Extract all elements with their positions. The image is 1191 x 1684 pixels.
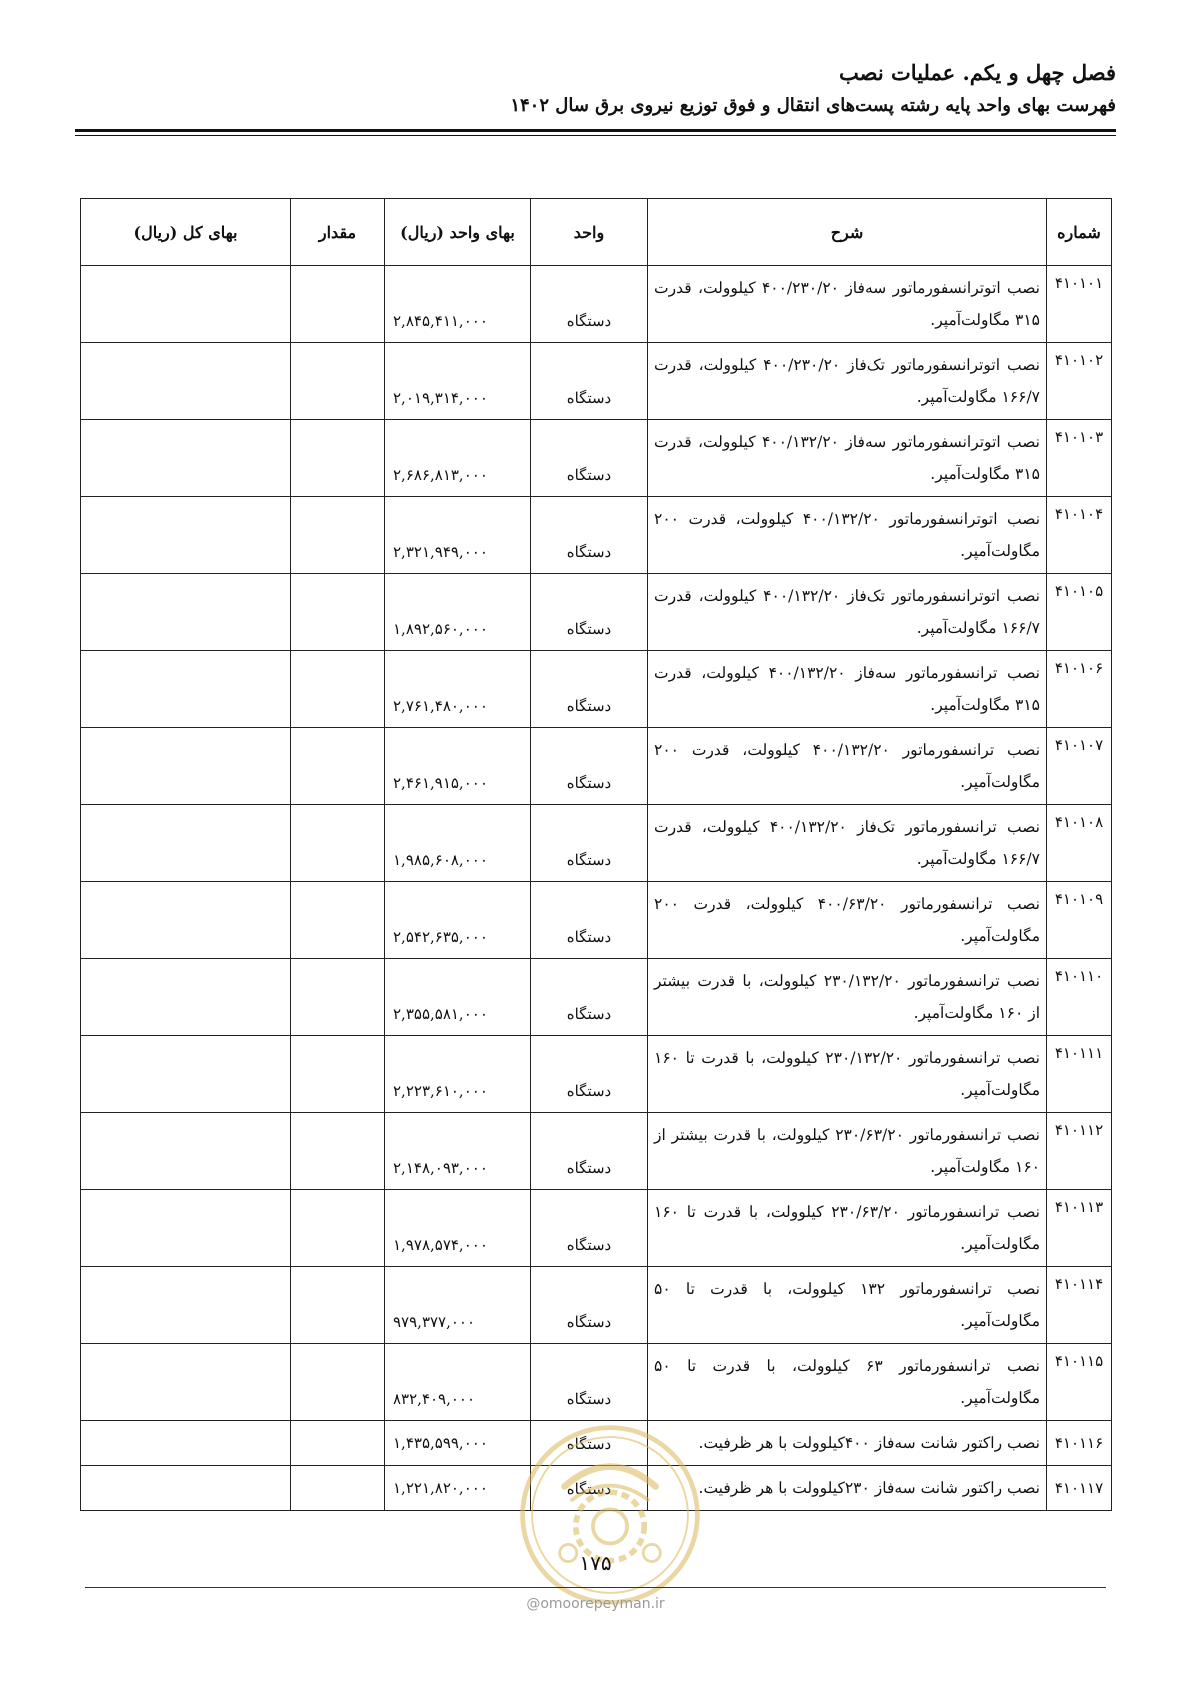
item-quantity bbox=[291, 728, 385, 805]
item-description: نصب اتوترانسفورماتور سه‌فاز ۴۰۰/۱۳۲/۲۰ کیلوولت، قدرت ۳۱۵ مگاولت‌آمپر. bbox=[648, 420, 1047, 497]
item-number: ۴۱۰۱۱۷ bbox=[1047, 1466, 1112, 1511]
item-unit-price: ۱,۹۸۵,۶۰۸,۰۰۰ bbox=[385, 805, 531, 882]
item-number: ۴۱۰۱۱۶ bbox=[1047, 1421, 1112, 1466]
item-unit-price: ۲,۳۵۵,۵۸۱,۰۰۰ bbox=[385, 959, 531, 1036]
item-unit-price: ۲,۷۶۱,۴۸۰,۰۰۰ bbox=[385, 651, 531, 728]
table-row bbox=[81, 266, 1112, 343]
item-description: نصب راکتور شانت سه‌فاز ۲۳۰کیلوولت با هر ظرفیت. bbox=[648, 1466, 1047, 1511]
item-total bbox=[81, 651, 291, 728]
item-unit-price: ۱,۴۳۵,۵۹۹,۰۰۰ bbox=[385, 1421, 531, 1466]
item-quantity bbox=[291, 1267, 385, 1344]
item-total bbox=[81, 574, 291, 651]
page-number: ۱۷۵ bbox=[579, 1551, 612, 1575]
item-number: ۴۱۰۱۰۸ bbox=[1047, 805, 1112, 882]
item-description: نصب ترانسفورماتور ۲۳۰/۱۳۲/۲۰ کیلوولت، با قدرت بیشتر از ۱۶۰ مگاولت‌آمپر. bbox=[648, 959, 1047, 1036]
table-row bbox=[81, 805, 1112, 882]
table-row bbox=[81, 1344, 1112, 1421]
table-body bbox=[81, 266, 1112, 1511]
item-unit-price: ۲,۲۲۳,۶۱۰,۰۰۰ bbox=[385, 1036, 531, 1113]
item-total bbox=[81, 1190, 291, 1267]
footer-rule bbox=[85, 1587, 1106, 1588]
item-quantity bbox=[291, 1190, 385, 1267]
item-quantity bbox=[291, 959, 385, 1036]
item-description: نصب ترانسفورماتور تک‌فاز ۴۰۰/۱۳۲/۲۰ کیلوولت، قدرت ۱۶۶/۷ مگاولت‌آمپر. bbox=[648, 805, 1047, 882]
item-unit: دستگاه bbox=[531, 1113, 648, 1190]
item-quantity bbox=[291, 420, 385, 497]
item-number: ۴۱۰۱۰۹ bbox=[1047, 882, 1112, 959]
item-number: ۴۱۰۱۰۵ bbox=[1047, 574, 1112, 651]
item-description: نصب ترانسفورماتور ۶۳ کیلوولت، با قدرت تا ۵۰ مگاولت‌آمپر. bbox=[648, 1344, 1047, 1421]
item-total bbox=[81, 343, 291, 420]
item-unit: دستگاه bbox=[531, 1421, 648, 1466]
item-unit: دستگاه bbox=[531, 728, 648, 805]
item-number: ۴۱۰۱۰۴ bbox=[1047, 497, 1112, 574]
column-header-total: بهای کل (ریال) bbox=[81, 199, 291, 266]
header-rule-thin bbox=[75, 135, 1116, 136]
column-header-quantity: مقدار bbox=[291, 199, 385, 266]
item-total bbox=[81, 1421, 291, 1466]
item-number: ۴۱۰۱۰۶ bbox=[1047, 651, 1112, 728]
item-unit: دستگاه bbox=[531, 266, 648, 343]
item-total bbox=[81, 882, 291, 959]
table-row bbox=[81, 651, 1112, 728]
table-row bbox=[81, 497, 1112, 574]
item-unit-price: ۲,۸۴۵,۴۱۱,۰۰۰ bbox=[385, 266, 531, 343]
item-description: نصب ترانسفورماتور ۴۰۰/۶۳/۲۰ کیلوولت، قدرت ۲۰۰ مگاولت‌آمپر. bbox=[648, 882, 1047, 959]
item-unit-price: ۲,۵۴۲,۶۳۵,۰۰۰ bbox=[385, 882, 531, 959]
item-description: نصب ترانسفورماتور ۴۰۰/۱۳۲/۲۰ کیلوولت، قدرت ۲۰۰ مگاولت‌آمپر. bbox=[648, 728, 1047, 805]
column-header-number: شماره bbox=[1047, 199, 1112, 266]
item-description: نصب ترانسفورماتور ۲۳۰/۶۳/۲۰ کیلوولت، با قدرت تا ۱۶۰ مگاولت‌آمپر. bbox=[648, 1190, 1047, 1267]
item-unit-price: ۲,۰۱۹,۳۱۴,۰۰۰ bbox=[385, 343, 531, 420]
table-header-row bbox=[81, 199, 1112, 266]
item-quantity bbox=[291, 882, 385, 959]
item-unit: دستگاه bbox=[531, 420, 648, 497]
item-total bbox=[81, 497, 291, 574]
table-row bbox=[81, 1036, 1112, 1113]
item-quantity bbox=[291, 1421, 385, 1466]
item-unit-price: ۱,۲۲۱,۸۲۰,۰۰۰ bbox=[385, 1466, 531, 1511]
item-unit: دستگاه bbox=[531, 574, 648, 651]
item-unit-price: ۲,۳۲۱,۹۴۹,۰۰۰ bbox=[385, 497, 531, 574]
item-number: ۴۱۰۱۱۵ bbox=[1047, 1344, 1112, 1421]
item-unit-price: ۲,۶۸۶,۸۱۳,۰۰۰ bbox=[385, 420, 531, 497]
item-total bbox=[81, 1267, 291, 1344]
item-unit: دستگاه bbox=[531, 882, 648, 959]
item-unit-price: ۱,۸۹۲,۵۶۰,۰۰۰ bbox=[385, 574, 531, 651]
table-row bbox=[81, 728, 1112, 805]
item-total bbox=[81, 1036, 291, 1113]
price-table bbox=[80, 198, 1112, 1511]
column-header-unit-price: بهای واحد (ریال) bbox=[385, 199, 531, 266]
item-unit-price: ۹۷۹,۳۷۷,۰۰۰ bbox=[385, 1267, 531, 1344]
table-row bbox=[81, 959, 1112, 1036]
item-total bbox=[81, 266, 291, 343]
item-number: ۴۱۰۱۱۰ bbox=[1047, 959, 1112, 1036]
column-header-description: شرح bbox=[648, 199, 1047, 266]
item-description: نصب ترانسفورماتور ۱۳۲ کیلوولت، با قدرت تا ۵۰ مگاولت‌آمپر. bbox=[648, 1267, 1047, 1344]
item-quantity bbox=[291, 1344, 385, 1421]
item-total bbox=[81, 1344, 291, 1421]
item-unit: دستگاه bbox=[531, 1267, 648, 1344]
item-number: ۴۱۰۱۱۳ bbox=[1047, 1190, 1112, 1267]
item-unit: دستگاه bbox=[531, 1190, 648, 1267]
item-total bbox=[81, 1466, 291, 1511]
item-description: نصب ترانسفورماتور ۲۳۰/۶۳/۲۰ کیلوولت، با قدرت بیشتر از ۱۶۰ مگاولت‌آمپر. bbox=[648, 1113, 1047, 1190]
table-row bbox=[81, 420, 1112, 497]
item-quantity bbox=[291, 266, 385, 343]
item-unit: دستگاه bbox=[531, 343, 648, 420]
item-number: ۴۱۰۱۰۷ bbox=[1047, 728, 1112, 805]
column-header-unit: واحد bbox=[531, 199, 648, 266]
item-description: نصب اتوترانسفورماتور ۴۰۰/۱۳۲/۲۰ کیلوولت، قدرت ۲۰۰ مگاولت‌آمپر. bbox=[648, 497, 1047, 574]
item-number: ۴۱۰۱۰۳ bbox=[1047, 420, 1112, 497]
item-description: نصب اتوترانسفورماتور سه‌فاز ۴۰۰/۲۳۰/۲۰ کیلوولت، قدرت ۳۱۵ مگاولت‌آمپر. bbox=[648, 266, 1047, 343]
item-unit-price: ۲,۱۴۸,۰۹۳,۰۰۰ bbox=[385, 1113, 531, 1190]
item-unit: دستگاه bbox=[531, 1466, 648, 1511]
chapter-title: فصل چهل و یکم. عملیات نصب bbox=[839, 60, 1116, 85]
item-number: ۴۱۰۱۱۲ bbox=[1047, 1113, 1112, 1190]
item-quantity bbox=[291, 1113, 385, 1190]
item-unit: دستگاه bbox=[531, 1344, 648, 1421]
item-unit: دستگاه bbox=[531, 1036, 648, 1113]
item-number: ۴۱۰۱۱۴ bbox=[1047, 1267, 1112, 1344]
table-row bbox=[81, 1190, 1112, 1267]
item-quantity bbox=[291, 805, 385, 882]
document-title: فهرست بهای واحد پایه رشته پست‌های انتقال و فوق توزیع نیروی برق سال ۱۴۰۲ bbox=[510, 95, 1116, 116]
table-row bbox=[81, 1421, 1112, 1466]
item-total bbox=[81, 728, 291, 805]
table-row bbox=[81, 574, 1112, 651]
item-unit: دستگاه bbox=[531, 651, 648, 728]
table-row bbox=[81, 343, 1112, 420]
item-unit: دستگاه bbox=[531, 959, 648, 1036]
table-row bbox=[81, 1466, 1112, 1511]
item-total bbox=[81, 959, 291, 1036]
item-quantity bbox=[291, 497, 385, 574]
item-total bbox=[81, 805, 291, 882]
item-quantity bbox=[291, 343, 385, 420]
item-description: نصب ترانسفورماتور ۲۳۰/۱۳۲/۲۰ کیلوولت، با قدرت تا ۱۶۰ مگاولت‌آمپر. bbox=[648, 1036, 1047, 1113]
item-quantity bbox=[291, 574, 385, 651]
item-unit: دستگاه bbox=[531, 497, 648, 574]
header-rule-thick bbox=[75, 129, 1116, 132]
item-quantity bbox=[291, 1466, 385, 1511]
item-total bbox=[81, 1113, 291, 1190]
item-description: نصب ترانسفورماتور سه‌فاز ۴۰۰/۱۳۲/۲۰ کیلوولت، قدرت ۳۱۵ مگاولت‌آمپر. bbox=[648, 651, 1047, 728]
item-unit-price: ۲,۴۶۱,۹۱۵,۰۰۰ bbox=[385, 728, 531, 805]
table-row bbox=[81, 1267, 1112, 1344]
item-description: نصب راکتور شانت سه‌فاز ۴۰۰کیلوولت با هر ظرفیت. bbox=[648, 1421, 1047, 1466]
item-number: ۴۱۰۱۰۱ bbox=[1047, 266, 1112, 343]
item-unit: دستگاه bbox=[531, 805, 648, 882]
item-total bbox=[81, 420, 291, 497]
item-unit-price: ۸۳۲,۴۰۹,۰۰۰ bbox=[385, 1344, 531, 1421]
item-number: ۴۱۰۱۱۱ bbox=[1047, 1036, 1112, 1113]
table-row bbox=[81, 1113, 1112, 1190]
table-row bbox=[81, 882, 1112, 959]
page-header bbox=[75, 58, 1116, 120]
item-quantity bbox=[291, 1036, 385, 1113]
item-unit-price: ۱,۹۷۸,۵۷۴,۰۰۰ bbox=[385, 1190, 531, 1267]
item-quantity bbox=[291, 651, 385, 728]
item-description: نصب اتوترانسفورماتور تک‌فاز ۴۰۰/۱۳۲/۲۰ کیلوولت، قدرت ۱۶۶/۷ مگاولت‌آمپر. bbox=[648, 574, 1047, 651]
item-description: نصب اتوترانسفورماتور تک‌فاز ۴۰۰/۲۳۰/۲۰ کیلوولت، قدرت ۱۶۶/۷ مگاولت‌آمپر. bbox=[648, 343, 1047, 420]
footer-website: @omoorepeyman.ir bbox=[526, 1596, 665, 1612]
item-number: ۴۱۰۱۰۲ bbox=[1047, 343, 1112, 420]
